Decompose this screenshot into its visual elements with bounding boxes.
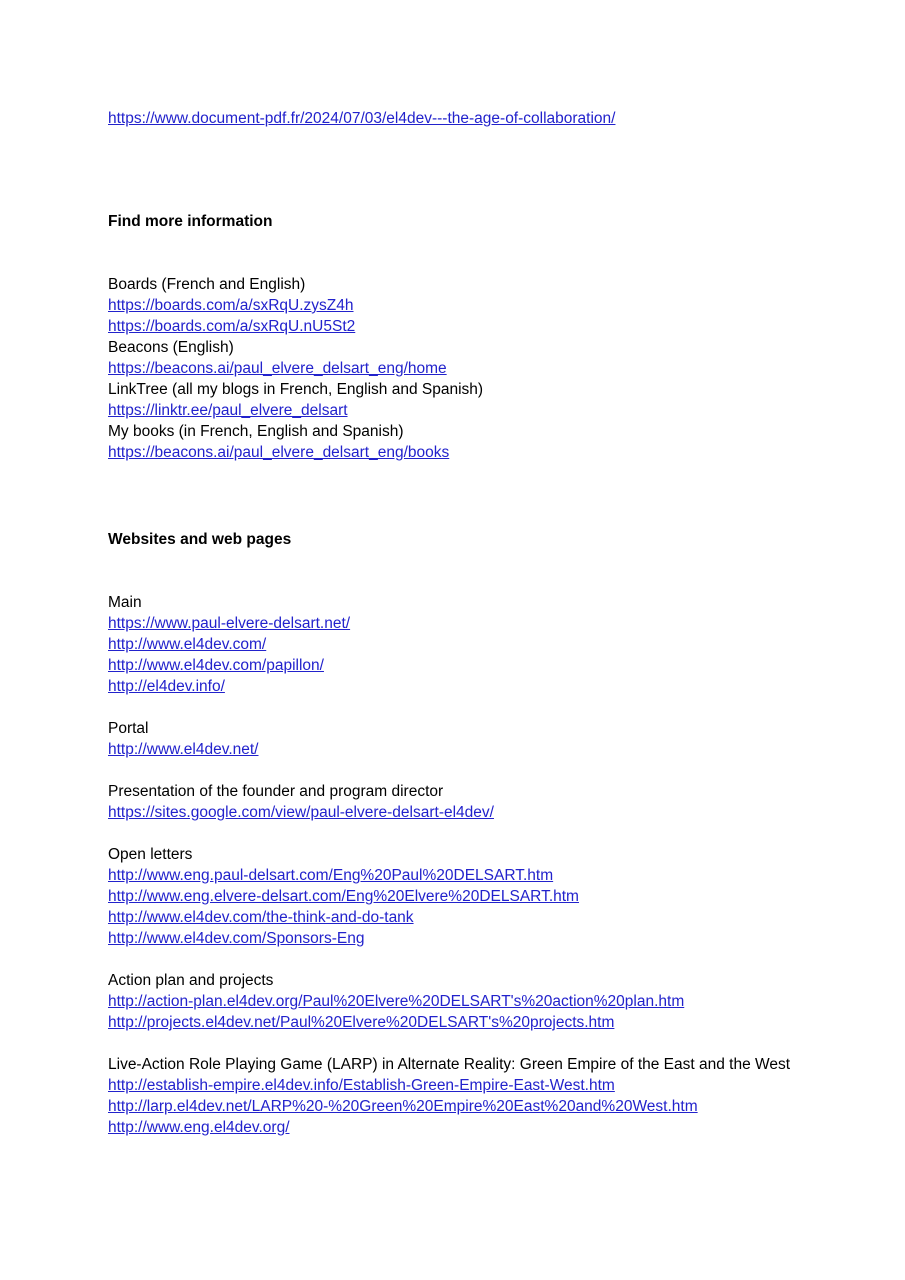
link-group xyxy=(108,592,885,697)
hyperlink[interactable]: http://larp.el4dev.net/LARP%20-%20Green%20Empire%20East%20and%20West.htm xyxy=(108,1098,698,1115)
sections-container xyxy=(108,211,885,1138)
link-group xyxy=(108,337,885,379)
group-label: Live-Action Role Playing Game (LARP) in Alternate Reality: Green Empire of the East and the West xyxy=(108,1056,791,1073)
group-label: Presentation of the founder and program director xyxy=(108,783,444,800)
section-heading: Websites and web pages xyxy=(108,531,292,548)
group-label: Beacons (English) xyxy=(108,339,234,356)
section-heading: Find more information xyxy=(108,213,273,230)
hyperlink[interactable]: http://action-plan.el4dev.org/Paul%20Elvere%20DELSART's%20action%20plan.htm xyxy=(108,993,685,1010)
hyperlink[interactable]: http://www.el4dev.com/Sponsors-Eng xyxy=(108,930,365,947)
link-group xyxy=(108,421,885,463)
group-label: Action plan and projects xyxy=(108,972,274,989)
group-label: Main xyxy=(108,594,142,611)
group-label: Boards (French and English) xyxy=(108,276,306,293)
hyperlink[interactable]: https://beacons.ai/paul_elvere_delsart_eng/books xyxy=(108,444,450,461)
intro-link[interactable]: https://www.document-pdf.fr/2024/07/03/el4dev---the-age-of-collaboration/ xyxy=(108,110,616,127)
hyperlink[interactable]: http://www.el4dev.com/the-think-and-do-tank xyxy=(108,909,414,926)
hyperlink[interactable]: http://www.el4dev.com/ xyxy=(108,636,267,653)
group-label: Open letters xyxy=(108,846,193,863)
hyperlink[interactable]: http://www.eng.elvere-delsart.com/Eng%20Elvere%20DELSART.htm xyxy=(108,888,579,905)
group-label: Portal xyxy=(108,720,149,737)
link-group xyxy=(108,844,885,949)
link-group xyxy=(108,781,885,823)
hyperlink[interactable]: https://www.paul-elvere-delsart.net/ xyxy=(108,615,351,632)
hyperlink[interactable]: http://establish-empire.el4dev.info/Establish-Green-Empire-East-West.htm xyxy=(108,1077,615,1094)
group-label: LinkTree (all my blogs in French, English and Spanish) xyxy=(108,381,484,398)
hyperlink[interactable]: http://www.el4dev.net/ xyxy=(108,741,259,758)
document-section xyxy=(108,211,885,463)
link-group xyxy=(108,970,885,1033)
hyperlink[interactable]: http://projects.el4dev.net/Paul%20Elvere%20DELSART's%20projects.htm xyxy=(108,1014,615,1031)
hyperlink[interactable]: https://boards.com/a/sxRqU.nU5St2 xyxy=(108,318,356,335)
hyperlink[interactable]: http://www.eng.el4dev.org/ xyxy=(108,1119,290,1136)
document-section xyxy=(108,529,885,1138)
hyperlink[interactable]: https://sites.google.com/view/paul-elvere-delsart-el4dev/ xyxy=(108,804,494,821)
hyperlink[interactable]: https://beacons.ai/paul_elvere_delsart_eng/home xyxy=(108,360,447,377)
hyperlink[interactable]: http://www.el4dev.com/papillon/ xyxy=(108,657,324,674)
link-group xyxy=(108,379,885,421)
hyperlink[interactable]: http://el4dev.info/ xyxy=(108,678,225,695)
link-group xyxy=(108,274,885,337)
hyperlink[interactable]: https://boards.com/a/sxRqU.zysZ4h xyxy=(108,297,354,314)
hyperlink[interactable]: https://linktr.ee/paul_elvere_delsart xyxy=(108,402,348,419)
link-group xyxy=(108,1054,885,1138)
hyperlink[interactable]: http://www.eng.paul-delsart.com/Eng%20Paul%20DELSART.htm xyxy=(108,867,554,884)
group-label: My books (in French, English and Spanish) xyxy=(108,423,404,440)
link-group xyxy=(108,718,885,760)
